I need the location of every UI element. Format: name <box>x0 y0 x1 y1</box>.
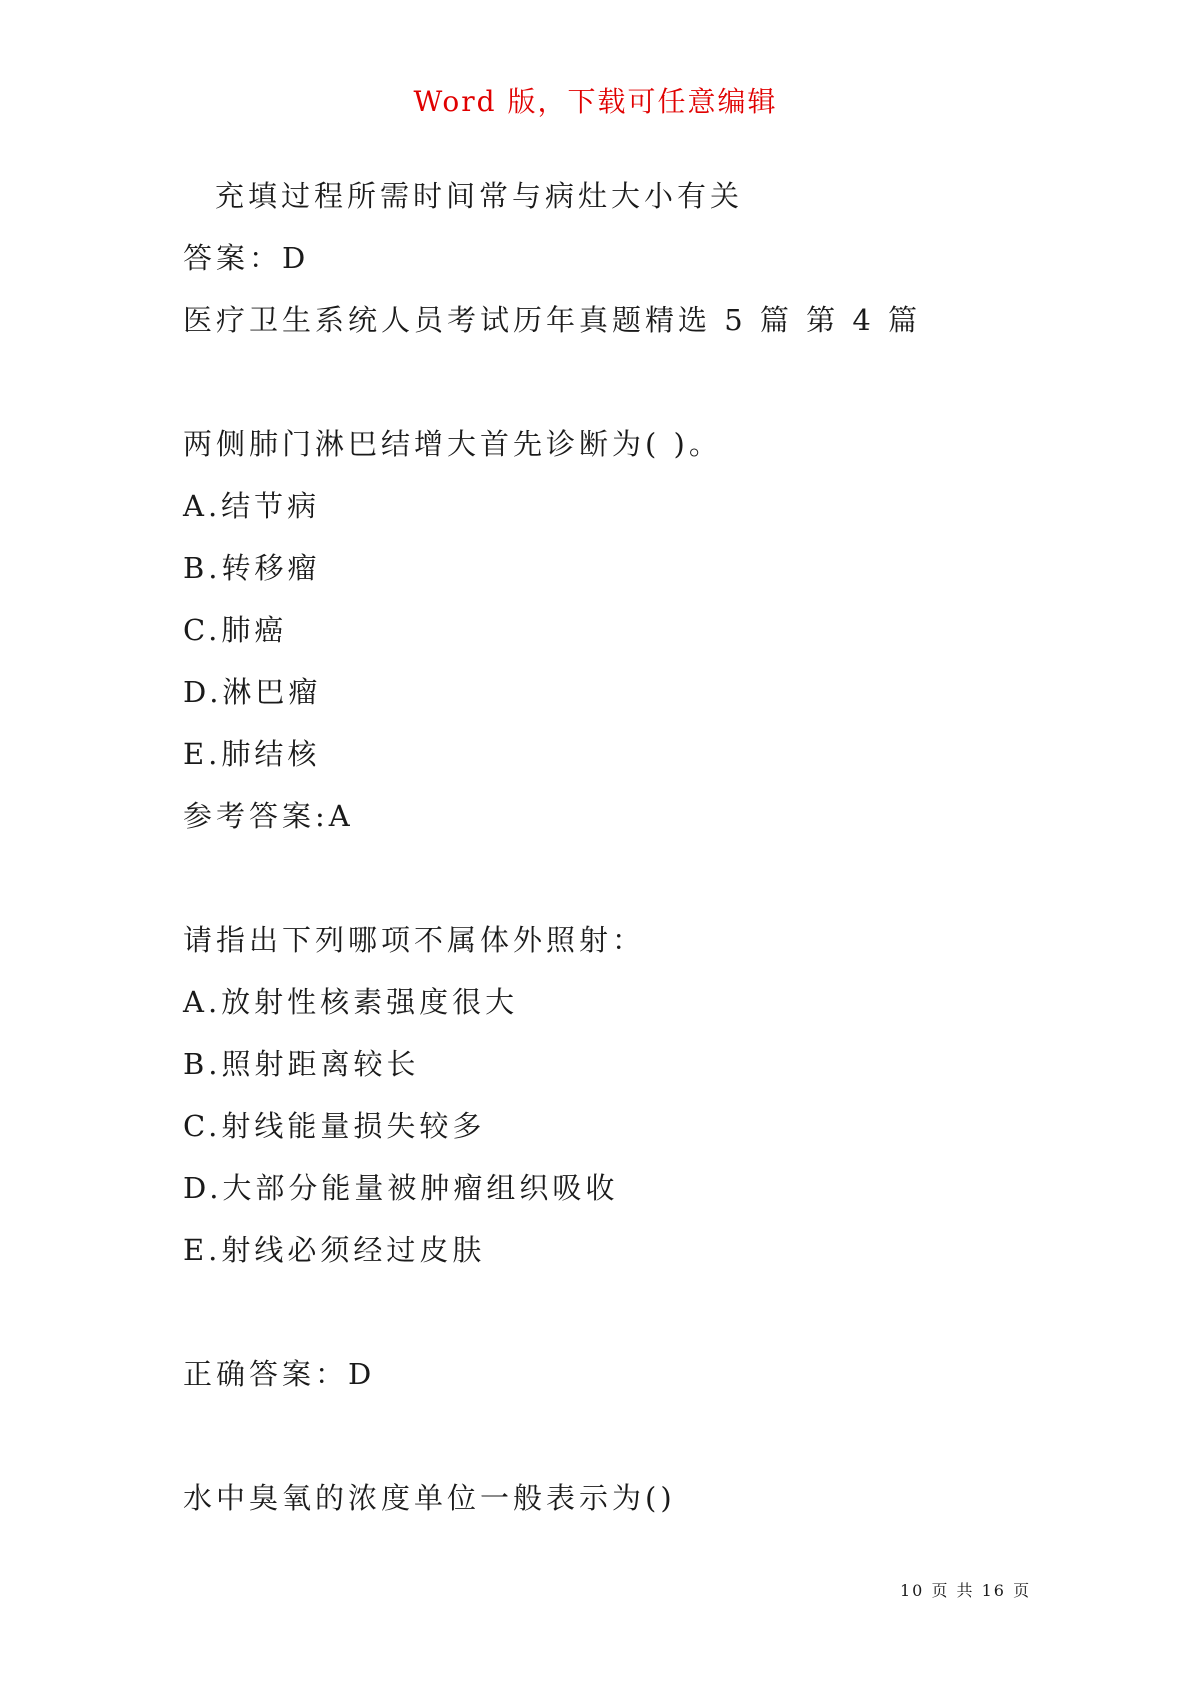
option-b: B.照射距离较长 <box>183 1047 420 1081</box>
answer-line: 正确答案：D <box>183 1357 376 1391</box>
option-a: A.结节病 <box>183 489 321 523</box>
question-text: 水中臭氧的浓度单位一般表示为() <box>183 1481 676 1515</box>
option-e: E.射线必须经过皮肤 <box>183 1233 486 1267</box>
page-number: 10 页 共 16 页 <box>900 1581 1032 1600</box>
answer-line: 参考答案:A <box>183 799 354 833</box>
section-heading: 医疗卫生系统人员考试历年真题精选 5 篇 第 4 篇 <box>183 303 921 337</box>
question-text: 两侧肺门淋巴结增大首先诊断为( )。 <box>183 427 722 461</box>
option-c: C.射线能量损失较多 <box>183 1109 486 1143</box>
option-a: A.放射性核素强度很大 <box>183 985 519 1019</box>
option-b: B.转移瘤 <box>183 551 321 585</box>
option-c: C.肺癌 <box>183 613 288 647</box>
option-d: D.大部分能量被肿瘤组织吸收 <box>183 1171 619 1205</box>
option-e: E.肺结核 <box>183 737 321 771</box>
answer-line: 答案：D <box>183 241 310 275</box>
question-text: 请指出下列哪项不属体外照射： <box>183 923 646 957</box>
option-d: D.淋巴瘤 <box>183 675 322 709</box>
watermark-header: Word 版，下载可任意编辑 <box>413 85 778 118</box>
text-line: 充填过程所需时间常与病灶大小有关 <box>215 179 744 213</box>
